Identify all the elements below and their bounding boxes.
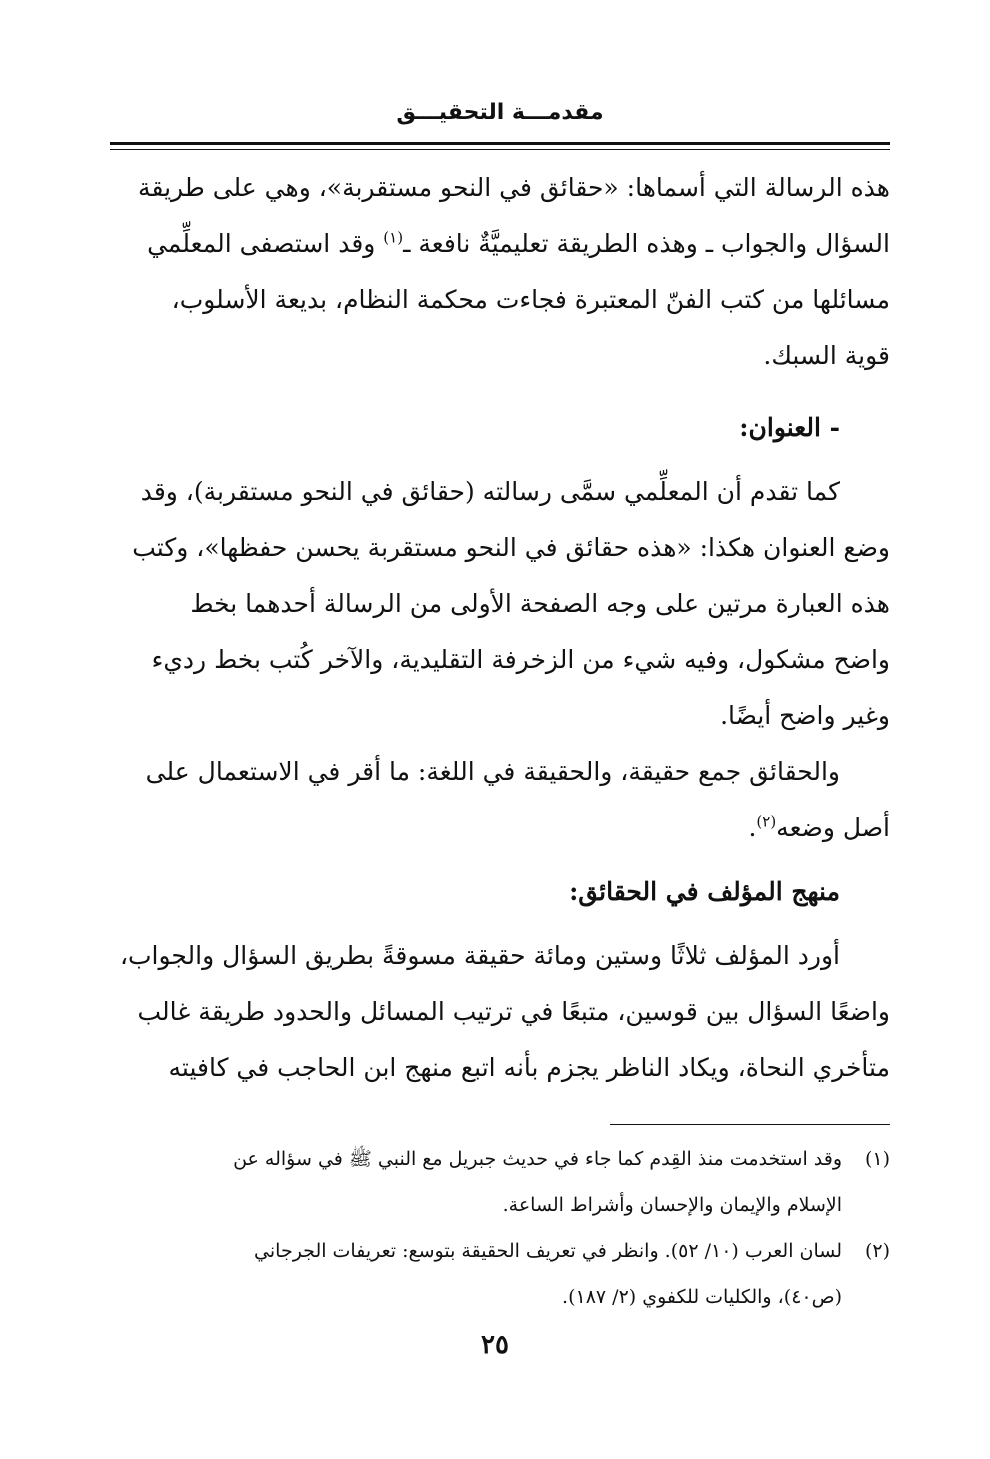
section-heading-method: منهج المؤلف في الحقائق: [569, 877, 840, 906]
text-line: وقد استصفى المعلِّمي [147, 229, 384, 258]
text-line: (ص٤٠)، والكليات للكفوي (٢/ ١٨٧). [562, 1286, 842, 1308]
page-number: ٢٥ [481, 1330, 509, 1360]
spacer [110, 384, 890, 392]
body-text [110, 160, 890, 1096]
text-line: متأخري النحاة، ويكاد الناظر يجزم بأنه اتبع منهج ابن الحاجب في كافيته [168, 1053, 890, 1082]
text-line: . [748, 813, 757, 842]
running-header: مقدمـــة التحقيـــق [396, 100, 604, 125]
footnote-item [110, 1136, 890, 1228]
text-line: وغير واضح أيضًا. [720, 701, 890, 730]
text-line: كما تقدم أن المعلِّمي سمَّى رسالته (حقائق في النحو مستقربة)، وقد [140, 477, 840, 506]
text-line: واضح مشكول، وفيه شيء من الزخرفة التقليدية، والآخر كُتب بخط رديء [151, 645, 890, 674]
header-rule-thick [110, 142, 890, 145]
text-line: أصل وضعه [776, 813, 890, 842]
footnotes [110, 1136, 890, 1320]
text-line: أورد المؤلف ثلاثًا وستين ومائة حقيقة مسوقةً بطريق السؤال والجواب، [119, 941, 840, 970]
text-line: وقد استخدمت منذ القِدم كما جاء في حديث جبريل مع النبي ﷺ في سؤاله عن [233, 1148, 842, 1170]
text-line: والحقائق جمع حقيقة، والحقيقة في اللغة: ما أقر في الاستعمال على [145, 757, 840, 786]
text-line: وضع العنوان هكذا: «هذه حقائق في النحو مستقربة يحسن حفظها»، وكتب [132, 533, 890, 562]
paragraph-definition [110, 744, 890, 856]
text-line: مسائلها من كتب الفنّ المعتبرة فجاءت محكمة النظام، بديعة الأسلوب، [171, 285, 890, 314]
paragraph-intro [110, 160, 890, 384]
paragraph-method [110, 928, 890, 1096]
text-line: قوية السبك. [763, 341, 890, 370]
header-rule-thin [110, 149, 890, 150]
footnote-ref: (١) [383, 228, 404, 247]
footnote-number: (١) [864, 1148, 890, 1170]
text-line: الإسلام والإيمان والإحسان وأشراط الساعة. [502, 1194, 842, 1216]
footnote-text [110, 1136, 842, 1228]
text-line: لسان العرب (١٠/ ٥٢). وانظر في تعريف الحقيقة بتوسع: تعريفات الجرجاني [254, 1240, 842, 1262]
paragraph-title [110, 464, 890, 744]
footnote-separator [610, 1124, 890, 1125]
text-line: السؤال والجواب ـ وهذه الطريقة تعليميَّةٌ نافعة ـ [403, 229, 890, 258]
footnote-item [110, 1228, 890, 1320]
footnote-number: (٢) [864, 1240, 890, 1262]
footnote-text [110, 1228, 842, 1320]
text-line: هذه العبارة مرتين على وجه الصفحة الأولى من الرسالة أحدهما بخط [190, 589, 890, 618]
footnote-ref: (٢) [756, 812, 777, 831]
text-line: هذه الرسالة التي أسماها: «حقائق في النحو مستقربة»، وهي على طريقة [138, 173, 890, 202]
text-line: واضعًا السؤال بين قوسين، متبعًا في ترتيب المسائل والحدود طريقة غالب [137, 997, 890, 1026]
section-heading-title: - العنوان: [739, 413, 840, 442]
